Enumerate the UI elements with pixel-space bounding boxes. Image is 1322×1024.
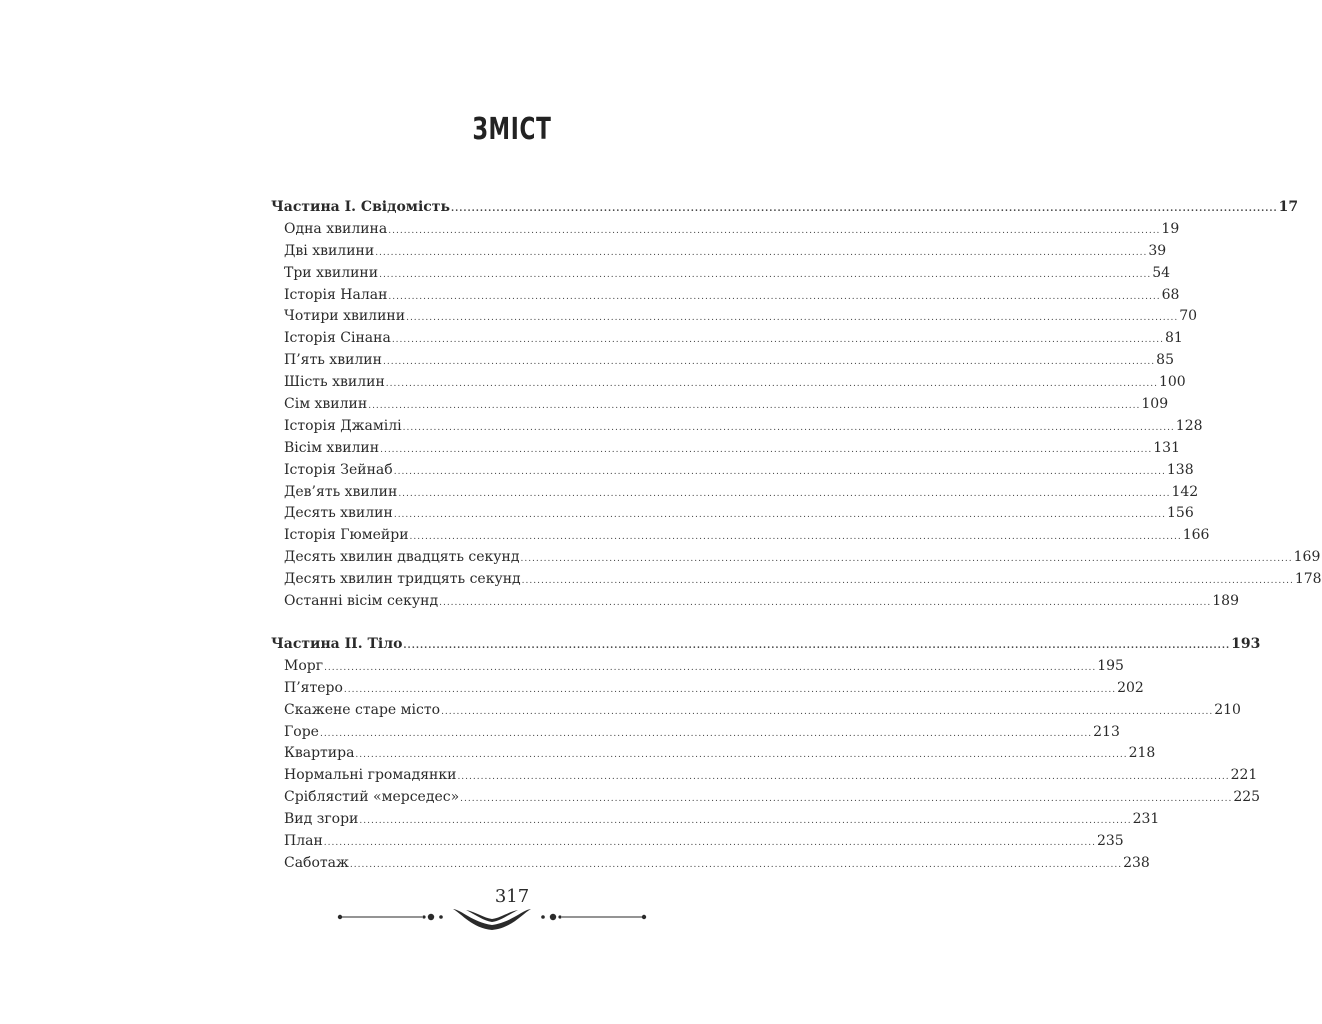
toc-part-1 <box>271 197 1322 613</box>
toc-entry-page-number: 238 <box>1123 854 1150 871</box>
toc-entry <box>271 525 1210 547</box>
toc-entry-title: Сім хвилин <box>284 396 368 413</box>
toc-entry-page-number: 54 <box>1152 264 1171 281</box>
toc-entry <box>271 809 1160 831</box>
toc-entry-title: Частина ІІ. Тіло <box>271 636 403 652</box>
toc-entry-title: Останні вісім секунд <box>284 593 439 610</box>
toc-entry-page-number: 225 <box>1233 789 1261 806</box>
toc-entry-page-number: 81 <box>1164 330 1183 347</box>
toc-entry-page-number: 131 <box>1153 439 1180 456</box>
page-title: ЗМІСТ <box>472 112 552 147</box>
toc-entry-page-number: 235 <box>1096 833 1124 850</box>
toc-entry <box>271 328 1183 350</box>
toc-entry-title: Десять хвилин тридцять секунд <box>284 571 521 588</box>
toc-entry-title: Одна хвилина <box>284 220 388 237</box>
dot-leader: ........................................................................................................................................................................................................ <box>355 750 1128 761</box>
dot-leader: ........................................................................................................................................................................................................ <box>457 772 1230 783</box>
toc-entry-page-number: 156 <box>1167 505 1194 522</box>
flourish-divider-icon <box>336 906 648 932</box>
toc-entry <box>271 285 1180 307</box>
toc-entry <box>271 591 1239 613</box>
toc-entry-page-number: 19 <box>1161 220 1180 237</box>
toc-entry <box>271 787 1261 809</box>
toc-entry-title: Десять хвилин двадцять секунд <box>284 549 520 566</box>
dot-leader: ........................................................................................................................................................................................................ <box>380 444 1153 455</box>
toc-entry <box>271 306 1198 328</box>
toc-entry-page-number: 109 <box>1141 396 1169 413</box>
dot-leader: ........................................................................................................................................................................................................ <box>450 204 1278 214</box>
toc-entry-title: Історія Сінана <box>284 330 391 347</box>
toc-entry-page-number: 221 <box>1230 767 1258 784</box>
toc-entry <box>271 743 1156 765</box>
toc-entry <box>271 394 1169 416</box>
toc-entry-title: Дев’ять хвилин <box>284 483 398 500</box>
toc-entry <box>271 722 1120 744</box>
toc-entry-page-number: 39 <box>1148 242 1167 259</box>
toc-entry <box>271 831 1124 853</box>
toc-entry-title: Частина І. Свідомість <box>271 199 450 215</box>
page-number: 317 <box>494 886 530 907</box>
toc-entry <box>271 350 1174 372</box>
toc-entry <box>271 503 1194 525</box>
toc-entry <box>271 241 1167 263</box>
toc-entry-title: Шість хвилин <box>284 374 385 391</box>
toc-entry-title: Вісім хвилин <box>284 439 380 456</box>
dot-leader: ........................................................................................................................................................................................................ <box>460 794 1233 805</box>
toc-entry-page-number: 189 <box>1212 593 1239 610</box>
toc-entry <box>271 219 1180 241</box>
dot-leader: ........................................................................................................................................................................................................ <box>441 706 1214 717</box>
toc-entry-title: Горе <box>284 723 319 740</box>
dot-leader: ........................................................................................................................................................................................................ <box>349 859 1123 870</box>
dot-leader: ........................................................................................................................................................................................................ <box>409 532 1182 543</box>
toc-entry-title: Дві хвилини <box>284 242 375 259</box>
toc-entry <box>271 656 1124 678</box>
dot-leader: ........................................................................................................................................................................................................ <box>368 401 1141 412</box>
dot-leader: ........................................................................................................................................................................................................ <box>359 816 1132 827</box>
toc-entry-title: Нормальні громадянки <box>284 767 457 784</box>
toc-entry <box>271 263 1171 285</box>
toc-entry-title: Квартира <box>284 745 355 762</box>
dot-leader: ........................................................................................................................................................................................................ <box>382 357 1156 368</box>
dot-leader: ........................................................................................................................................................................................................ <box>324 662 1097 673</box>
dot-leader: ........................................................................................................................................................................................................ <box>319 728 1093 739</box>
dot-leader: ........................................................................................................................................................................................................ <box>391 335 1164 346</box>
toc-entry <box>271 438 1180 460</box>
toc-entry-page-number: 70 <box>1179 308 1198 325</box>
dot-leader: ........................................................................................................................................................................................................ <box>343 684 1117 695</box>
toc-entry <box>271 460 1194 482</box>
toc-entry-title: Історія Гюмейри <box>284 527 409 544</box>
toc-entry-page-number: 166 <box>1182 527 1210 544</box>
toc-entry-page-number: 128 <box>1175 417 1203 434</box>
dot-leader: ........................................................................................................................................................................................................ <box>406 313 1179 324</box>
toc-entry-title: Саботаж <box>284 854 349 871</box>
dot-leader: ........................................................................................................................................................................................................ <box>520 554 1293 565</box>
toc-part-heading <box>271 634 1261 656</box>
toc-entry-title: П’ять хвилин <box>284 352 382 369</box>
toc-entry-page-number: 85 <box>1156 352 1174 369</box>
toc-entry-title: План <box>284 833 323 850</box>
toc-entry <box>271 853 1150 875</box>
toc-entry-page-number: 210 <box>1214 701 1241 718</box>
toc-part-heading <box>271 197 1299 219</box>
toc-entry-title: Сріблястий «мерседес» <box>284 789 460 806</box>
dot-leader: ........................................................................................................................................................................................................ <box>398 488 1171 499</box>
dot-leader: ........................................................................................................................................................................................................ <box>388 291 1161 302</box>
toc-entry-title: Чотири хвилини <box>284 308 406 325</box>
dot-leader: ........................................................................................................................................................................................................ <box>403 641 1231 651</box>
toc-entry-page-number: 17 <box>1278 199 1299 215</box>
toc-entry-page-number: 142 <box>1171 483 1199 500</box>
toc-part-2 <box>271 634 1261 875</box>
toc-entry-page-number: 178 <box>1294 571 1322 588</box>
dot-leader: ........................................................................................................................................................................................................ <box>323 838 1096 849</box>
toc-entry-page-number: 218 <box>1128 745 1156 762</box>
dot-leader: ........................................................................................................................................................................................................ <box>385 379 1158 390</box>
toc-entry <box>271 569 1322 591</box>
dot-leader: ........................................................................................................................................................................................................ <box>375 247 1148 258</box>
toc-entry <box>271 482 1199 504</box>
toc-entry <box>271 765 1258 787</box>
toc-entry-page-number: 138 <box>1166 461 1194 478</box>
toc-entry-title: Морг <box>284 657 324 674</box>
dot-leader: ........................................................................................................................................................................................................ <box>439 598 1212 609</box>
toc-entry-title: Історія Зейнаб <box>284 461 393 478</box>
toc-entry-title: Історія Джамілі <box>284 417 402 434</box>
toc-entry <box>271 416 1203 438</box>
toc-entry-title: Історія Налан <box>284 286 388 303</box>
toc-entry-title: Вид згори <box>284 811 359 828</box>
toc-entry <box>271 547 1321 569</box>
toc-entry-title: Десять хвилин <box>284 505 393 522</box>
toc-entry-page-number: 195 <box>1097 657 1124 674</box>
toc-entry-page-number: 68 <box>1161 286 1180 303</box>
toc-entry-page-number: 169 <box>1293 549 1321 566</box>
toc-entry <box>271 372 1186 394</box>
dot-leader: ........................................................................................................................................................................................................ <box>388 225 1161 236</box>
dot-leader: ........................................................................................................................................................................................................ <box>393 510 1166 521</box>
dot-leader: ........................................................................................................................................................................................................ <box>521 576 1294 587</box>
toc-entry <box>271 678 1144 700</box>
toc-entry <box>271 700 1241 722</box>
dot-leader: ........................................................................................................................................................................................................ <box>393 466 1166 477</box>
toc-entry-title: Три хвилини <box>284 264 379 281</box>
toc-entry-title: П’ятеро <box>284 679 343 696</box>
dot-leader: ........................................................................................................................................................................................................ <box>379 269 1152 280</box>
toc-entry-page-number: 231 <box>1132 811 1160 828</box>
toc-entry-title: Скажене старе місто <box>284 701 441 718</box>
toc-entry-page-number: 193 <box>1231 636 1261 652</box>
dot-leader: ........................................................................................................................................................................................................ <box>402 422 1175 433</box>
toc-entry-page-number: 213 <box>1093 723 1120 740</box>
toc-entry-page-number: 202 <box>1117 679 1144 696</box>
toc-entry-page-number: 100 <box>1158 374 1186 391</box>
